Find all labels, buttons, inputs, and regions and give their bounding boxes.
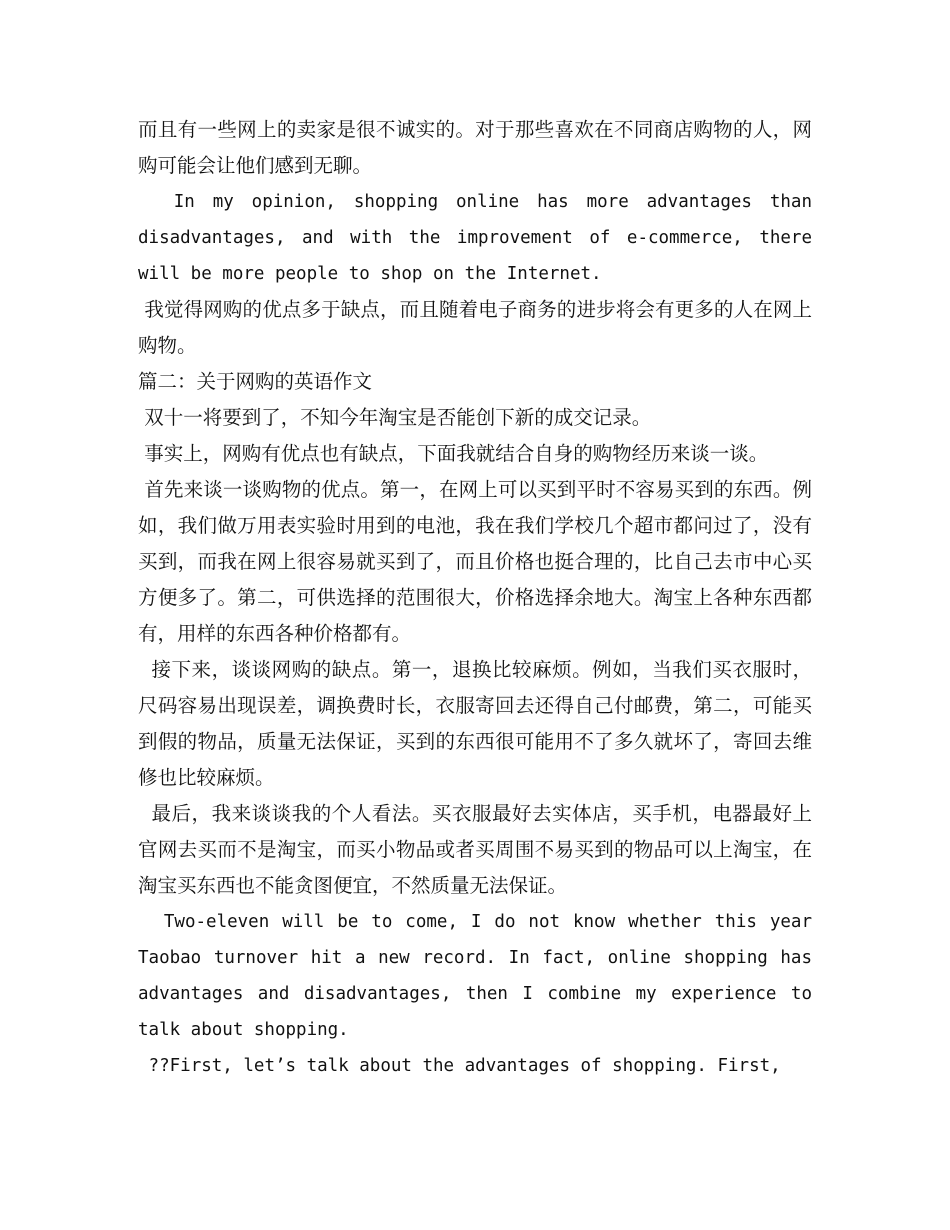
paragraph-zh-conclusion: 最后，我来谈谈我的个人看法。买衣服最好去实体店，买手机，电器最好上官网去买而不是淘宝，而买小物品或者买周围不易买到的物品可以上淘宝，在淘宝买东西也不能贪图便宜，不然质量无法保证。 — [138, 802, 812, 897]
paragraph-zh-pros-cons: 事实上，网购有优点也有缺点，下面我就结合自身的购物经历来谈一谈。 — [138, 442, 769, 465]
paragraph-zh-intro: 双十一将要到了，不知今年淘宝是否能创下新的成交记录。 — [138, 406, 652, 429]
document-body — [138, 112, 823, 1084]
paragraph-en-opinion: In my opinion, shopping online has more advantages than disadvantages, and with the improvement of e-commerce, there will be more people to shop on the Internet. — [138, 192, 823, 284]
section-heading: 篇二：关于网购的英语作文 — [138, 370, 373, 393]
paragraph-en-intro: Two-eleven will be to come, I do not know whether this year Taobao turnover hit a new record. In fact, online shopping has advantages and disadvantages, then I combine my experience to talk about shopping. — [138, 912, 823, 1040]
paragraph-en-advantages: ??First, let’s talk about the advantages of shopping. First, — [138, 1056, 781, 1076]
paragraph-zh-opinion: 我觉得网购的优点多于缺点，而且随着电子商务的进步将会有更多的人在网上购物。 — [138, 298, 812, 357]
paragraph-zh-disadvantages: 接下来，谈谈网购的缺点。第一，退换比较麻烦。例如，当我们买衣服时，尺码容易出现误差，调换费时长，衣服寄回去还得自己付邮费，第二，可能买到假的物品，质量无法保证，买到的东西很可能用不了多久就坏了，寄回去维修也比较麻烦。 — [138, 658, 812, 789]
paragraph-zh-advantages: 首先来谈一谈购物的优点。第一，在网上可以买到平时不容易买到的东西。例如，我们做万用表实验时用到的电池，我在我们学校几个超市都问过了，没有买到，而我在网上很容易就买到了，而且价格也挺合理的，比自己去市中心买方便多了。第二，可供选择的范围很大，价格选择余地大。淘宝上各种东西都有，用样的东西各种价格都有。 — [138, 478, 812, 645]
paragraph-zh-1: 而且有一些网上的卖家是很不诚实的。对于那些喜欢在不同商店购物的人，网购可能会让他们感到无聊。 — [138, 118, 812, 177]
